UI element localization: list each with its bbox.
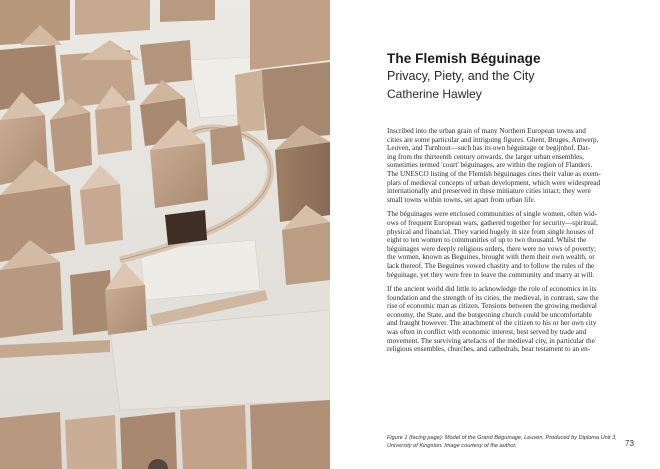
body-line: sometimes termed 'court' béguinages, are within the region of Flanders.: [387, 161, 593, 170]
body-line: rise of economic man as citizen. Tensions between the growing medieval: [387, 302, 597, 311]
body-line: physical and financial. They varied hugely in size from single houses of: [387, 227, 594, 236]
body-line: ing from the thirteenth century onwards, the larger urban ensembles,: [387, 152, 584, 161]
body-line: plars of medieval concepts of urban development, which were widespread: [387, 178, 601, 187]
article-body: [387, 127, 642, 360]
body-line: lack thereof. The Beguines vowed chastity and to follow the rules of the: [387, 261, 595, 270]
body-line: The UNESCO listing of the Flemish béguinages cites their value as exem-: [387, 169, 601, 178]
body-line: religious ensembles, churches, and cathedrals, bear testament to an en-: [387, 345, 591, 354]
body-line: economy, the State, and the burgeoning church could be uncomfortable: [387, 310, 592, 319]
text-page: [330, 0, 660, 469]
body-line: was often in conflict with economic interest, best served by trade and: [387, 328, 587, 337]
figure-caption: [387, 434, 617, 450]
body-line: foundation and the strength of its cities, the medieval, in contrast, saw the: [387, 293, 599, 302]
body-line: ows of frequent European wars, gathered together for security—spiritual,: [387, 218, 598, 227]
article-title: The Flemish Béguinage: [387, 51, 541, 66]
caption-line: University of Kingston. Image courtesy of the author.: [387, 443, 517, 449]
body-line: movement. The surviving artefacts of the medieval city, in particular the: [387, 336, 595, 345]
paragraph-1: [387, 127, 642, 204]
body-line: Leuven, and Turnhout—such has its own béguinage or begijnhof. Dat-: [387, 144, 591, 153]
body-line: béguinage, yet they were free to leave the community and marry at will.: [387, 270, 595, 279]
body-line: If the ancient world did little to acknowledge the role of economics in its: [387, 285, 597, 294]
paragraph-2: [387, 210, 642, 279]
body-line: cities are some particular and intriguing figures. Ghent, Bruges, Antwerp,: [387, 135, 599, 144]
body-line: The béguinages were enclosed communities of single women, often wid-: [387, 210, 597, 219]
body-line: internationally and preserved in these miniature cities intact; they were: [387, 187, 591, 196]
body-line: béguinages were deeply religious orders, there were no vows of poverty;: [387, 244, 596, 253]
article-subtitle: Privacy, Piety, and the City: [387, 69, 535, 83]
body-line: Inscribed into the urban grain of many Northern European towns and: [387, 127, 586, 135]
body-line: small towns within towns, set apart from urban life.: [387, 195, 536, 204]
body-line: and fraught however. The attachment of the citizen to his or her own city: [387, 319, 597, 328]
caption-line: Figure 1 (facing page): Model of the Grand Béguinage, Leuven. Produced by Diploma Unit 3,: [387, 435, 617, 441]
body-line: the women, known as Beguines, brought with them their own wealth, or: [387, 253, 595, 262]
paragraph-3: [387, 285, 642, 354]
article-author: Catherine Hawley: [387, 87, 482, 101]
body-line: eight to ten women to communities of up to two thousand. Whilst the: [387, 236, 587, 245]
page-number: 73: [625, 439, 634, 448]
